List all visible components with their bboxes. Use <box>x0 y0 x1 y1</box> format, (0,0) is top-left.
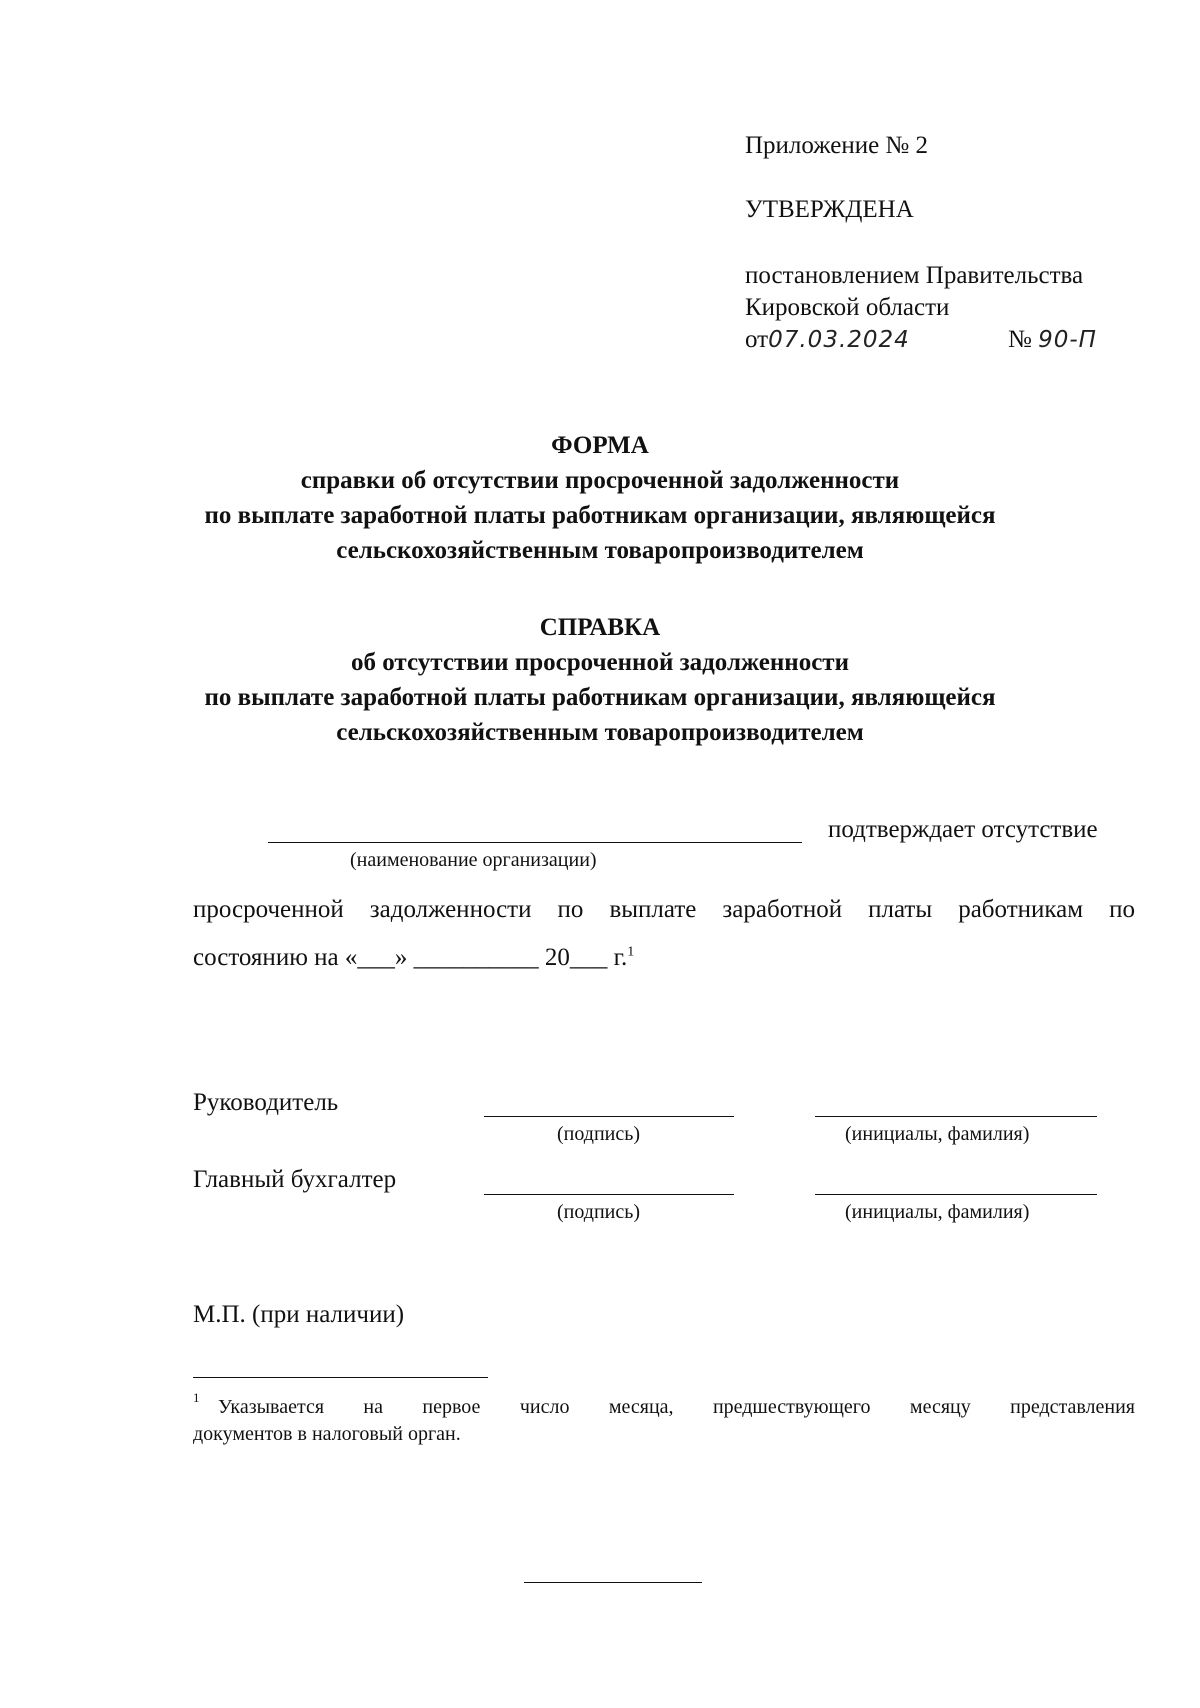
accountant-signature-caption: (подпись) <box>557 1201 641 1223</box>
form-title-line-3: сельскохозяйственным товаропроизводителем <box>336 537 864 564</box>
as-of-text: состоянию на «___» __________ 20___ г. <box>193 944 628 971</box>
head-signature-field[interactable] <box>484 1116 734 1117</box>
organization-name-field[interactable] <box>268 842 802 843</box>
certificate-title-line-1: об отсутствии просроченной задолженности <box>351 649 849 676</box>
certificate-title-line-2: по выплате заработной платы работникам организации, являющейся <box>204 684 996 711</box>
handwritten-date: 07.03.2024 <box>768 327 910 353</box>
certificate-title-line-3: сельскохозяйственным товаропроизводителем <box>336 719 864 746</box>
footnote-mark: 1 <box>193 1390 200 1405</box>
as-of-date-line <box>193 944 634 972</box>
decree-line-2: Кировской области <box>745 294 950 321</box>
head-name-caption: (инициалы, фамилия) <box>845 1123 1030 1145</box>
bottom-separator <box>524 1582 702 1583</box>
footnote-reference: 1 <box>627 944 635 960</box>
footnote-line-1: Указывается на первое число месяца, предшествующего месяцу представления <box>218 1396 1135 1418</box>
head-label: Руководитель <box>193 1089 339 1116</box>
accountant-name-caption: (инициалы, фамилия) <box>845 1201 1030 1223</box>
form-title-line-1: справки об отсутствии просроченной задолженности <box>300 467 900 494</box>
date-prefix: от <box>745 326 769 353</box>
organization-caption: (наименование организации) <box>350 849 597 871</box>
footnote-line-2: документов в налоговый орган. <box>193 1423 461 1445</box>
confirms-text: подтверждает отсутствие <box>828 816 1098 843</box>
form-heading: ФОРМА <box>551 432 649 459</box>
accountant-signature-field[interactable] <box>484 1194 734 1195</box>
head-name-field[interactable] <box>815 1116 1097 1117</box>
seal-label: М.П. (при наличии) <box>193 1301 405 1328</box>
body-line-2: просроченной задолженности по выплате заработной платы работникам по <box>193 896 1135 923</box>
accountant-label: Главный бухгалтер <box>193 1166 397 1193</box>
form-title-line-2: по выплате заработной платы работникам организации, являющейся <box>204 502 996 529</box>
handwritten-number: 90-П <box>1038 327 1097 353</box>
decree-line-1: постановлением Правительства <box>745 262 1084 289</box>
decree-number-row <box>1008 326 1097 354</box>
approved-label: УТВЕРЖДЕНА <box>745 196 914 223</box>
footnote-divider <box>193 1377 488 1378</box>
certificate-heading: СПРАВКА <box>539 614 661 641</box>
number-prefix: № <box>1008 326 1032 353</box>
accountant-name-field[interactable] <box>815 1194 1097 1195</box>
head-signature-caption: (подпись) <box>557 1123 641 1145</box>
decree-date-row <box>745 326 910 354</box>
appendix-label: Приложение № 2 <box>745 132 929 159</box>
